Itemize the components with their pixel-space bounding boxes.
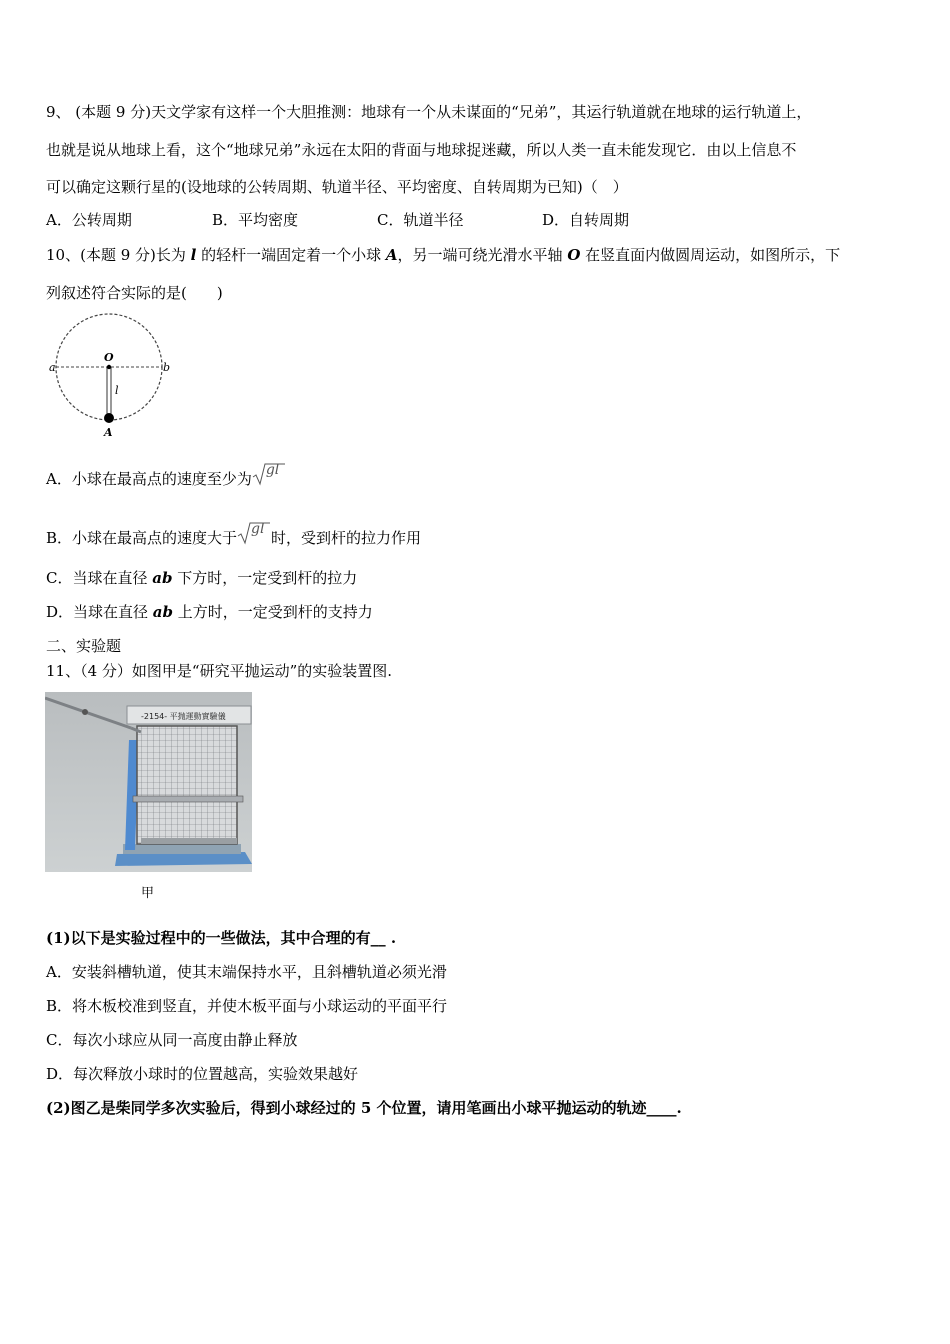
q11-option-d: D．每次释放小球时的位置越高，实验效果越好 [46, 1065, 359, 1083]
q10-line2: 列叙述符合实际的是( ) [46, 284, 223, 302]
q11-sub1: (1)以下是实验过程中的一些做法，其中合理的有__ . [46, 929, 397, 947]
q11-option-b: B．将木板校准到竖直，并使木板平面与小球运动的平面平行 [46, 997, 448, 1015]
label-o: O [104, 351, 114, 364]
q11-line1: 11、（4 分）如图甲是“研究平抛运动”的实验装置图. [46, 662, 393, 680]
q9-option-b: B．平均密度 [212, 211, 299, 229]
label-b: b [163, 361, 171, 374]
apparatus-photo [45, 692, 252, 872]
q9-line2: 也就是说从地球上看，这个“地球兄弟”永远在太阳的背面与地球捉迷藏，所以人类一直未能发现它．由以上信息不 [46, 141, 797, 159]
q11-option-c: C．每次小球应从同一高度由静止释放 [46, 1031, 298, 1049]
q10-option-d: D．当球在直径 ab 上方时，一定受到杆的支持力 [46, 603, 373, 621]
q9-line1: 9、 (本题 9 分)天文学家有这样一个大胆推测：地球有一个从未谋面的“兄弟”，其运行轨道就在地球的运行轨道上， [46, 103, 812, 121]
sqrt-gl-b: gl [237, 521, 271, 548]
label-a: a [49, 361, 56, 374]
photo-caption: 甲 [141, 886, 155, 901]
rod [107, 367, 111, 417]
q11-option-a: A．安装斜槽轨道，使其末端保持水平，且斜槽轨道必须光滑 [46, 963, 447, 981]
q9-option-d: D．自转周期 [542, 211, 630, 229]
q9-line3: 可以确定这颗行星的(设地球的公转周期、轨道半径、平均密度、自转周期为已知)（ ） [46, 178, 628, 196]
section-heading: 二、实验题 [46, 637, 122, 655]
q9-option-a: A．公转周期 [46, 211, 132, 229]
axis-o [107, 365, 111, 369]
q11-sub2: (2)图乙是柴同学多次实验后，得到小球经过的 5 个位置，请用笔画出小球平抛运动的轨迹____. [46, 1099, 682, 1117]
photo-sign: -2154- 平抛運動實驗儀 [141, 712, 226, 721]
sqrt-gl-a: gl [252, 462, 286, 489]
label-l: l [115, 384, 119, 397]
q10-option-a: A．小球在最高点的速度至少为 gl [46, 462, 286, 489]
q10-option-b: B．小球在最高点的速度大于 gl 时，受到杆的拉力作用 [46, 521, 422, 547]
q10-option-c: C．当球在直径 ab 下方时，一定受到杆的拉力 [46, 569, 358, 587]
q9-option-c: C．轨道半径 [377, 211, 464, 229]
label-ball-a: A [104, 426, 113, 438]
ball-a [104, 413, 114, 423]
rod-circle-figure [46, 312, 176, 438]
q10-line1: 10、(本题 9 分)长为 l 的轻杆一端固定着一个小球 A，另一端可绕光滑水平轴 O 在竖直面内做圆周运动，如图所示，下 [46, 246, 841, 264]
